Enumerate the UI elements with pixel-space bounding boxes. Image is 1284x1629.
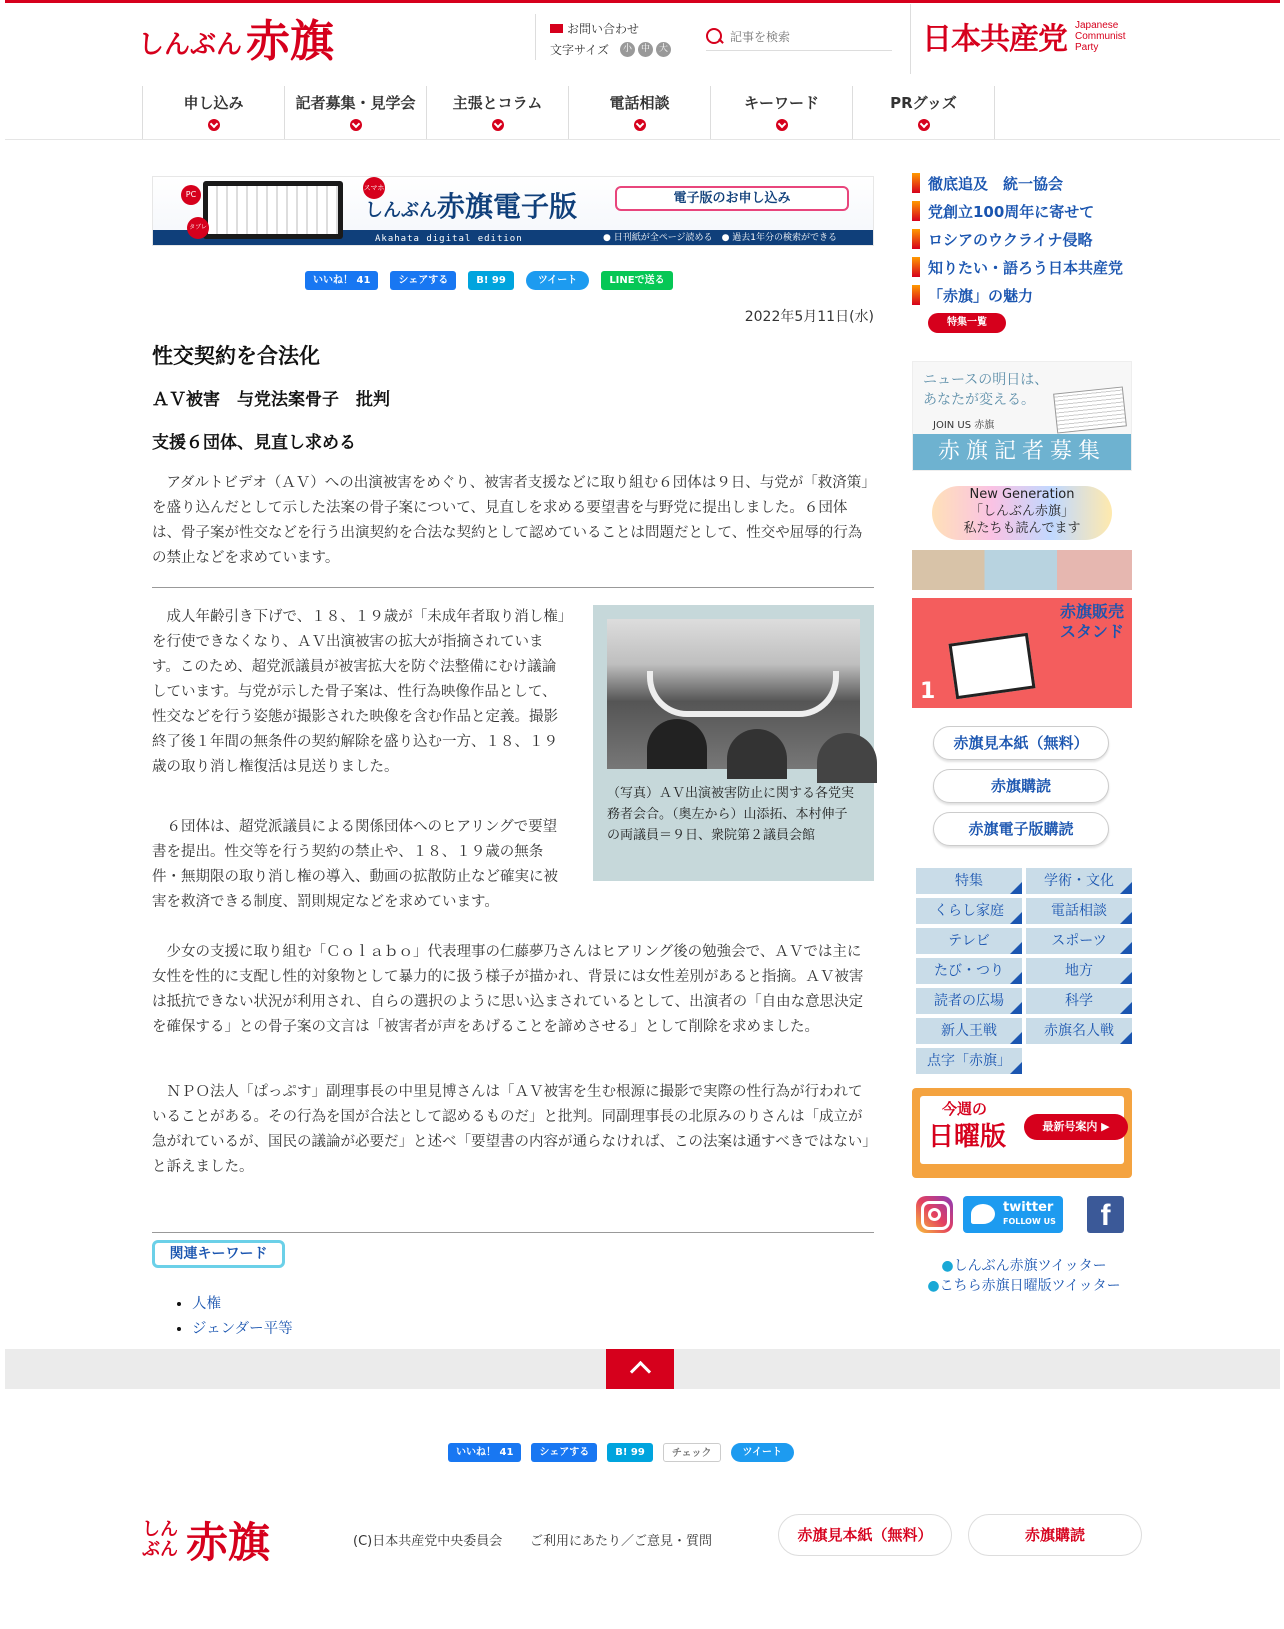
nav-divider bbox=[5, 139, 1280, 140]
instagram-icon[interactable] bbox=[916, 1196, 953, 1233]
banner-subtitle: Akahata digital edition bbox=[375, 234, 523, 244]
footer-subscribe-button[interactable]: 赤旗購読 bbox=[968, 1514, 1142, 1556]
latest-issue-button[interactable]: 最新号案内 ▶ bbox=[1024, 1114, 1128, 1140]
meeting-photo[interactable] bbox=[607, 619, 860, 769]
nav-label: キーワード bbox=[743, 94, 819, 112]
feature-bar-icon bbox=[912, 229, 920, 249]
mixi-check-button[interactable]: チェック bbox=[663, 1443, 721, 1462]
category-link[interactable]: 学術・文化 bbox=[1026, 868, 1132, 894]
related-keywords-label: 関連キーワード bbox=[152, 1240, 285, 1268]
article-paragraph: ６団体は、超党派議員による関係団体へのヒアリングで要望書を提出。性交等を行う契約の禁止や、１８、１９歳の無条件・無期限の取り消し権の導入、動画の拡散防止など確実に被害を救済できる制度、罰則規定などを求めています。 bbox=[152, 819, 558, 910]
font-size-medium-button[interactable]: 中 bbox=[638, 42, 653, 57]
search-box bbox=[706, 24, 892, 51]
article-subtitle: ＡＶ被害 与党法案骨子 批判 bbox=[152, 390, 390, 410]
mail-icon bbox=[550, 24, 563, 33]
top-accent-line bbox=[5, 0, 1280, 3]
hatena-bookmark-button[interactable]: B! 99 bbox=[468, 271, 514, 290]
search-icon[interactable] bbox=[706, 28, 724, 46]
banner-title-main: 赤旗電子版 bbox=[437, 190, 578, 223]
twitter-link-akahata[interactable] bbox=[916, 1256, 1132, 1276]
newspaper-icon bbox=[1053, 386, 1127, 433]
tablet-badge: タブレット bbox=[187, 217, 209, 239]
ad-gen-line: New Generation bbox=[969, 487, 1075, 502]
article-title: 性交契約を合法化 bbox=[152, 344, 320, 368]
site-logo[interactable] bbox=[138, 14, 368, 67]
category-link[interactable]: 新人王戦 bbox=[916, 1018, 1022, 1044]
terms-link[interactable]: ご利用にあたり／ご意見・質問 bbox=[530, 1534, 713, 1549]
party-en-1: Japanese bbox=[1075, 19, 1119, 31]
logo-kanji: 赤旗 bbox=[246, 16, 335, 67]
keyword-link[interactable]: 人権 bbox=[192, 1296, 221, 1312]
feature-label: 「赤旗」の魅力 bbox=[928, 286, 1034, 305]
ad-journalist-copy bbox=[923, 370, 1048, 410]
ad-journalist-line: あなたが変える。 bbox=[923, 392, 1035, 408]
ad-journalist-join: JOIN US 赤旗 bbox=[933, 420, 995, 431]
list-item bbox=[192, 1292, 293, 1317]
sunday-edition-ad[interactable] bbox=[912, 1088, 1132, 1178]
line-share-button[interactable]: LINEで送る bbox=[601, 271, 672, 290]
chevron-down-icon bbox=[208, 119, 220, 131]
nav-label: 主張とコラム bbox=[452, 94, 543, 112]
party-en bbox=[1075, 20, 1126, 53]
font-size-large-button[interactable]: 大 bbox=[656, 42, 671, 57]
bullet-icon: ● bbox=[927, 1278, 940, 1294]
ad-stand-line: 赤旗販売 bbox=[1059, 602, 1124, 621]
social-share-bar-bottom bbox=[448, 1443, 794, 1462]
party-name: 日本共産党 bbox=[922, 22, 1067, 57]
category-link[interactable]: 赤旗名人戦 bbox=[1026, 1018, 1132, 1044]
category-link[interactable]: 点字「赤旗」 bbox=[916, 1048, 1022, 1074]
twitter-link-label: しんぶん赤旗ツイッター bbox=[953, 1258, 1107, 1274]
nav-item-apply[interactable] bbox=[143, 86, 285, 139]
smartphone-badge: スマホ bbox=[363, 177, 385, 199]
nav-item-column[interactable] bbox=[427, 86, 569, 139]
keyword-list bbox=[176, 1292, 293, 1342]
ad-gen-line: 「しんぶん赤旗」 bbox=[969, 504, 1074, 519]
jcp-logo[interactable] bbox=[922, 14, 1126, 58]
ad-journalist-line: ニュースの明日は、 bbox=[923, 372, 1049, 388]
article-lead: アダルトビデオ（ＡＶ）への出演被害をめぐり、被害者支援などに取り組む６団体は９日、与党が「救済策」を盛り込んだとして示した法案の骨子案について、見直しを求める要望書を与野党に提出しました。６団体は、骨子案が性交などを行う出演契約を合法な契約として認めていることは問題だとして、性交や屈辱的行為の禁止などを求めています。 bbox=[152, 475, 869, 566]
facebook-like-button[interactable]: いいね！ 41 bbox=[448, 1443, 521, 1462]
chevron-down-icon bbox=[492, 119, 504, 131]
category-link[interactable]: くらし家庭 bbox=[916, 898, 1022, 924]
social-share-bar-top bbox=[305, 271, 673, 290]
photo-caption: （写真）ＡＶ出演被害防止に関する各党実務者会合。（奥左から）山添拓、本村伸子の両議員＝９日、衆院第２議員会館 bbox=[607, 786, 855, 843]
chevron-down-icon bbox=[918, 119, 930, 131]
copyright: (C)日本共産党中央委員会 bbox=[353, 1534, 503, 1549]
footer-logo[interactable] bbox=[142, 1510, 270, 1570]
ad-gen-line: 私たちも読んでます bbox=[963, 521, 1081, 536]
nav-label: 申し込み bbox=[183, 94, 244, 112]
devices-image bbox=[203, 181, 343, 239]
bullet-icon: ● bbox=[941, 1258, 954, 1274]
feature-label: 徹底追及 統一協会 bbox=[928, 174, 1064, 193]
nav-item-keyword[interactable] bbox=[711, 86, 853, 139]
category-link[interactable]: 特集 bbox=[916, 868, 1022, 894]
sales-stand-ad[interactable] bbox=[912, 598, 1132, 708]
nav-label: PRグッズ bbox=[890, 94, 957, 112]
keyword-link[interactable]: ジェンダー平等 bbox=[192, 1321, 293, 1337]
subscribe-button[interactable]: 赤旗購読 bbox=[933, 769, 1109, 803]
nav-item-goods[interactable] bbox=[853, 86, 995, 139]
twitter-label: twitter bbox=[1003, 1200, 1054, 1215]
feature-link[interactable] bbox=[912, 197, 1123, 225]
chevron-down-icon bbox=[776, 119, 788, 131]
banner-feature: ● 過去1年分の検索ができる bbox=[721, 233, 838, 243]
main-nav bbox=[142, 86, 995, 139]
category-link[interactable]: たび・つり bbox=[916, 958, 1022, 984]
category-link[interactable]: 科学 bbox=[1026, 988, 1132, 1014]
tweet-button[interactable]: ツイート bbox=[526, 271, 590, 290]
sunday-ad-this-week: 今週の bbox=[942, 1100, 988, 1118]
chevron-down-icon bbox=[350, 119, 362, 131]
banner-feature: ● 日刊紙が全ページ読める bbox=[603, 233, 713, 243]
digital-subscribe-button[interactable]: 赤旗電子版購読 bbox=[933, 812, 1109, 846]
category-link[interactable]: スポーツ bbox=[1026, 928, 1132, 954]
digital-apply-button[interactable]: 電子版のお申し込み bbox=[615, 186, 849, 211]
party-en-2: Communist bbox=[1075, 30, 1126, 42]
feature-link[interactable] bbox=[912, 169, 1123, 197]
ad-gen-copy bbox=[912, 486, 1132, 537]
feature-list-button[interactable]: 特集一覧 bbox=[928, 313, 1006, 333]
new-generation-ad[interactable] bbox=[912, 480, 1132, 590]
twitter-bird-icon bbox=[971, 1204, 995, 1224]
facebook-icon[interactable]: f bbox=[1087, 1196, 1124, 1233]
journalist-recruit-ad[interactable] bbox=[912, 361, 1132, 471]
party-en-3: Party bbox=[1075, 41, 1099, 53]
feature-link[interactable] bbox=[912, 253, 1123, 281]
twitter-link-label: こちら赤旗日曜版ツイッター bbox=[939, 1278, 1121, 1294]
feature-bar-icon bbox=[912, 173, 920, 193]
ad-journalist-band: 赤旗記者募集 bbox=[913, 434, 1131, 470]
feature-bar-icon bbox=[912, 257, 920, 277]
feature-bar-icon bbox=[912, 201, 920, 221]
facebook-like-button[interactable]: いいね！ 41 bbox=[305, 271, 378, 290]
footer-sample-paper-button[interactable]: 赤旗見本紙（無料） bbox=[778, 1514, 952, 1556]
facebook-share-button[interactable]: シェアする bbox=[390, 271, 456, 290]
banner-title bbox=[365, 185, 577, 225]
sample-paper-button[interactable]: 赤旗見本紙（無料） bbox=[933, 726, 1109, 760]
feature-bar-icon bbox=[912, 285, 920, 305]
header-divider bbox=[910, 4, 911, 74]
feature-label: 党創立100周年に寄せて bbox=[928, 202, 1095, 221]
lead-divider bbox=[152, 587, 874, 588]
category-link[interactable]: 読者の広場 bbox=[916, 988, 1022, 1014]
article-photo bbox=[593, 605, 874, 881]
category-grid bbox=[916, 868, 1132, 1074]
article-subtitle-2: 支援６団体、見直し求める bbox=[152, 433, 356, 453]
page-top-button[interactable] bbox=[606, 1349, 674, 1389]
twitter-link-sunday[interactable] bbox=[916, 1276, 1132, 1296]
pc-badge: PC bbox=[181, 185, 201, 205]
ad-stand-number: 1 bbox=[920, 679, 936, 704]
hatena-bookmark-button[interactable]: B! 99 bbox=[607, 1443, 653, 1462]
feature-label: 知りたい・語ろう日本共産党 bbox=[928, 258, 1124, 277]
twitter-links bbox=[916, 1256, 1132, 1296]
font-size-control bbox=[550, 41, 671, 58]
banner-title-small: しんぶん bbox=[365, 200, 437, 221]
feature-label: ロシアのウクライナ侵略 bbox=[928, 230, 1093, 249]
article-paragraph: ＮＰＯ法人「ぱっぷす」副理事長の中里見博さんは「ＡＶ被害を生む根源に撮影で実際の性行為が行われていることがある。その行為を国が合法として認めるものだ」と批判。同副理事長の北原みのりさんは「成立が急がれているが、国民の議論が必要だ」と述べ「要望書の内容が通らなければ、この法案は通すべきではない」と訴えました。 bbox=[152, 1084, 870, 1175]
logo-kana: しんぶん bbox=[138, 30, 243, 60]
font-size-label: 文字サイズ bbox=[550, 43, 610, 57]
contact-label: お問い合わせ bbox=[567, 22, 640, 36]
twitter-sub: FOLLOW US bbox=[1003, 1217, 1056, 1226]
search-input[interactable] bbox=[730, 30, 880, 44]
header-divider bbox=[535, 14, 536, 60]
nav-item-phone[interactable] bbox=[569, 86, 711, 139]
article-paragraph: 少女の支援に取り組む「Ｃｏｌａｂｏ」代表理事の仁藤夢乃さんはヒアリング後の勉強会で、ＡＶでは主に女性を性的に支配し性的対象物として暴力的に扱う様子が描かれ、背景には女性差別があると指摘。ＡＶ被害は抵抗できない状況が利用され、自らの選択のように思い込まされているとして、出演者の「自由な意思決定を確保する」との骨子案の文言は「被害者が声をあげることを諦めさせる」として削除を求めました。 bbox=[152, 944, 864, 1035]
keyword-divider bbox=[152, 1232, 874, 1233]
category-link[interactable]: 地方 bbox=[1026, 958, 1132, 984]
sunday-ad-title: 日曜版 bbox=[928, 1122, 1007, 1152]
feature-link[interactable] bbox=[912, 225, 1123, 253]
tweet-button[interactable]: ツイート bbox=[731, 1443, 795, 1462]
footer-logo-kanji: 赤旗 bbox=[186, 1518, 271, 1567]
feature-link[interactable] bbox=[912, 281, 1123, 309]
article-date: 2022年5月11日(水) bbox=[744, 309, 874, 325]
people-photo bbox=[912, 550, 1132, 590]
chevron-down-icon bbox=[634, 119, 646, 131]
facebook-share-button[interactable]: シェアする bbox=[531, 1443, 597, 1462]
category-link[interactable]: 電話相談 bbox=[1026, 898, 1132, 924]
ad-stand-line: スタンド bbox=[1059, 622, 1124, 641]
category-link[interactable]: テレビ bbox=[916, 928, 1022, 954]
contact-link[interactable] bbox=[550, 20, 639, 37]
list-item bbox=[192, 1317, 293, 1342]
nav-label: 記者募集・見学会 bbox=[295, 94, 416, 112]
digital-edition-banner[interactable] bbox=[152, 176, 874, 253]
banner-features bbox=[603, 230, 837, 243]
nav-item-recruit[interactable] bbox=[285, 86, 427, 139]
font-size-small-button[interactable]: 小 bbox=[620, 42, 635, 57]
footer-logo-kana: しんぶん bbox=[142, 1519, 178, 1560]
article-paragraph: 成人年齢引き下げで、１８、１９歳が「未成年者取り消し権」を行使できなくなり、ＡＶ出演被害の拡大が指摘されています。このため、超党派議員が被害拡大を防ぐ法整備にむけ議論しています。与党が示した骨子案は、性行為映像作品として、性交などを行う姿態が撮影された映像を含む作品と定義。撮影終了後１年間の無条件の契約解除を盛り込む一方、１８、１９歳の取り消し権復活は見送りました。 bbox=[152, 609, 565, 775]
stand-illustration bbox=[948, 633, 1035, 700]
feature-list bbox=[912, 169, 1123, 309]
twitter-follow-button[interactable] bbox=[963, 1196, 1063, 1233]
ad-stand-copy bbox=[1060, 602, 1124, 642]
sns-links bbox=[916, 1196, 1124, 1233]
nav-label: 電話相談 bbox=[609, 94, 670, 112]
